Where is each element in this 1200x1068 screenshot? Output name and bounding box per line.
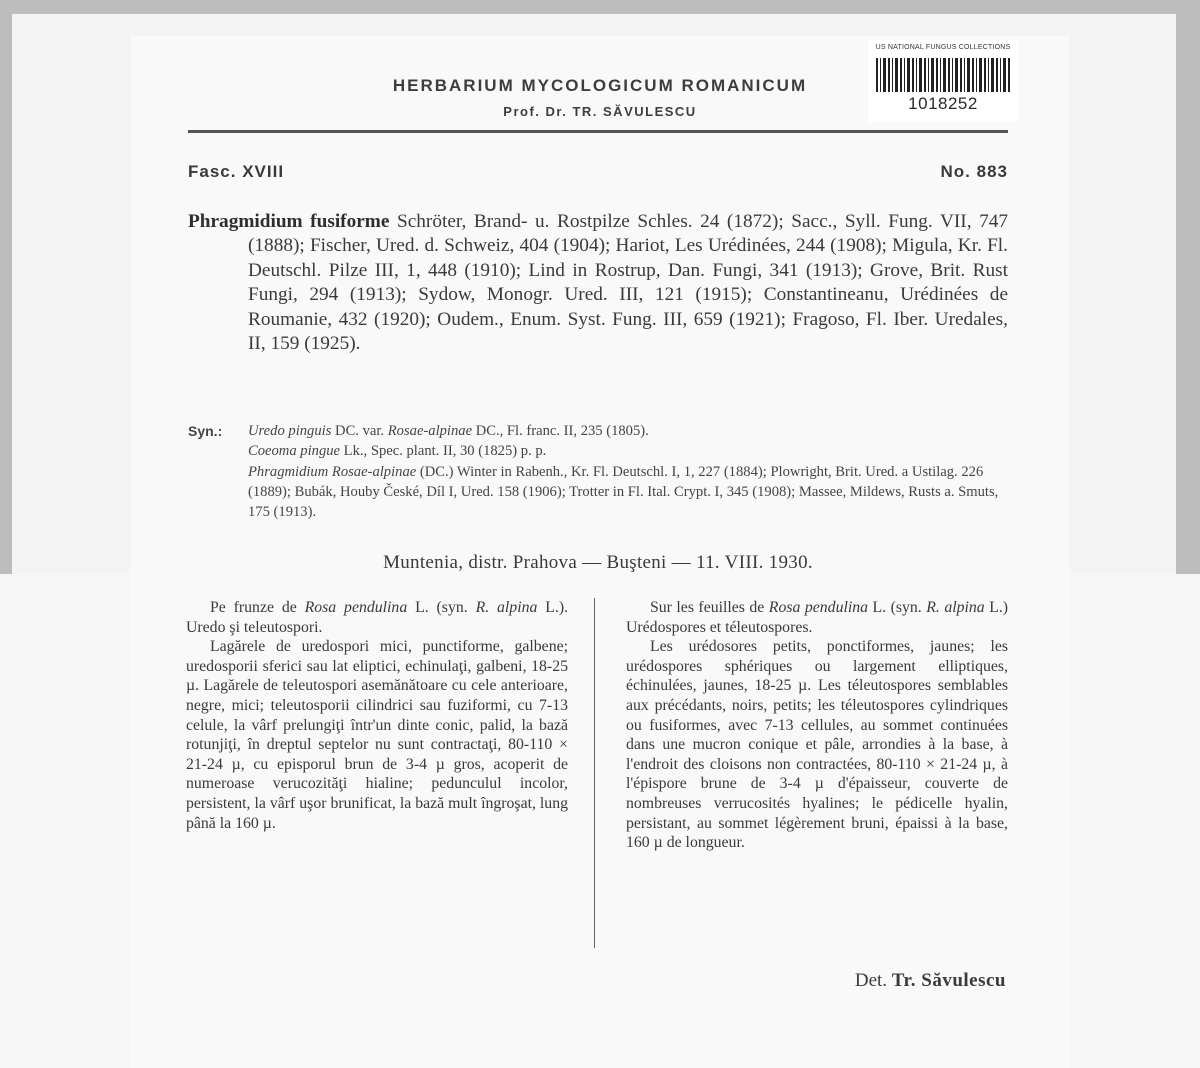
determiner-prefix: Det. bbox=[854, 970, 888, 991]
synonyms-label: Syn.: bbox=[188, 423, 223, 439]
species-name: Phragmidium fusiforme bbox=[188, 211, 390, 232]
herbarium-subtitle: Prof. Dr. TR. SĂVULESCU bbox=[503, 104, 697, 119]
collection-locality: Muntenia, distr. Prahova — Buşteni — 11. VIII. 1930. bbox=[383, 552, 813, 573]
column-divider bbox=[594, 598, 595, 948]
species-citation bbox=[188, 210, 1008, 356]
host-line: Sur les feuilles de Rosa pendulina L. (syn. R. alpina L.) Urédospores et téleutospores. bbox=[626, 599, 1009, 636]
fascicle-number: Fasc. XVIII bbox=[188, 162, 285, 181]
exsiccata-number: No. 883 bbox=[940, 162, 1008, 181]
barcode-icon bbox=[876, 58, 1010, 92]
synonym-entry: Coeoma pingue Lk., Spec. plant. II, 30 (1825) p. p. bbox=[248, 443, 547, 460]
herbarium-title: HERBARIUM MYCOLOGICUM ROMANICUM bbox=[392, 76, 808, 95]
barcode-label bbox=[868, 40, 1018, 122]
species-references: Schröter, Brand- u. Rostpilze Schles. 24 (1872); Sacc., Syll. Fung. VII, 747 (1888); Fischer, Ured. d. Schweiz, 404 (1904); Hariot, Les Urédinées, 244 (1908); Migula, Kr. Fl. Deutschl. Pilze III, 1, 448 (1910); Lind in Rostrup, Dan. Fungi, 341 (1913); Grove, Brit. Rust Fungi, 294 (1913); Sydow, Monogr. Ured. III, 121 (1915); Constantineanu, Urédinées de Roumanie, 432 (1920); Oudem., Enum. Syst. Fung. III, 659 (1921); Fragoso, Fl. Iber. Uredales, II, 159 (1925). bbox=[248, 211, 1008, 355]
synonyms-block bbox=[188, 421, 1008, 522]
synonym-entry: Phragmidium Rosae-alpinae (DC.) Winter in Rabenh., Kr. Fl. Deutschl. I, 1, 227 (1884); Plowright, Brit. Ured. a Ustilag. 226 (1889); Bubák, Houby České, Díl I, Ured. 158 (1906); Trotter in Fl. Ital. Crypt. I, 345 (1908); Massee, Mildews, Rusts a. Smuts, 175 (1913). bbox=[248, 463, 999, 521]
synonym-entry: Uredo pinguis DC. var. Rosae-alpinae DC., Fl. franc. II, 235 (1805). bbox=[248, 423, 649, 439]
french-description bbox=[626, 598, 1008, 853]
barcode-number: 1018252 bbox=[908, 94, 978, 113]
host-line: Pe frunze de Rosa pendulina L. (syn. R. alpina L.). Uredo şi teleutospori. bbox=[186, 599, 569, 636]
description-text: Les urédosores petits, ponctiformes, jaunes; les urédospores sphériques ou largement elliptiques, échinulées, jaunes, 18-25 µ. Les téleutospores semblables aux précédants, noirs, petits; les téleutospores cylindriques ou fusiformes, avec 7-13 cellules, au sommet continuées dans une mucron conique et pâle, arrondies à la base, à l'endroit des cloisons non contractées, 80-110 × 21-24 µ, à l'épispore brune de 3-4 µ d'épaisseur, couverte de nombreuses verrucosités hyalines; le pédicelle hyalin, persistant, au sommet légèrement bruni, épaissi à la base, 160 µ de longueur. bbox=[626, 638, 1008, 852]
header-divider bbox=[188, 130, 1008, 133]
determiner bbox=[855, 970, 1006, 992]
description-text: Lagărele de uredospori mici, punctiforme, galbene; uredosporii sferici sau lat eliptici, echinulaţi, galbeni, 18-25 µ. Lagărele de teleutospori asemănătoare cu cele anterioare, negre, mici; teleutosporii cilindrici sau fuziformi, cu 7-13 celule, la vârf prelungiţi într'un dinte conic, palid, la bază rotunjiţi, în dreptul septelor nu sunt contractaţi, 80-110 × 21-24 µ, cu episporul brun de 3-4 µ gros, acoperit de numeroase verucozităţi hialine; pedunculul incolor, persistent, la vârf uşor brunificat, la bază mult îngroşat, lung până la 160 µ. bbox=[186, 638, 568, 832]
barcode-caption: US NATIONAL FUNGUS COLLECTIONS bbox=[875, 44, 1011, 51]
romanian-description bbox=[186, 598, 568, 833]
determiner-name: Tr. Săvulescu bbox=[891, 970, 1006, 991]
